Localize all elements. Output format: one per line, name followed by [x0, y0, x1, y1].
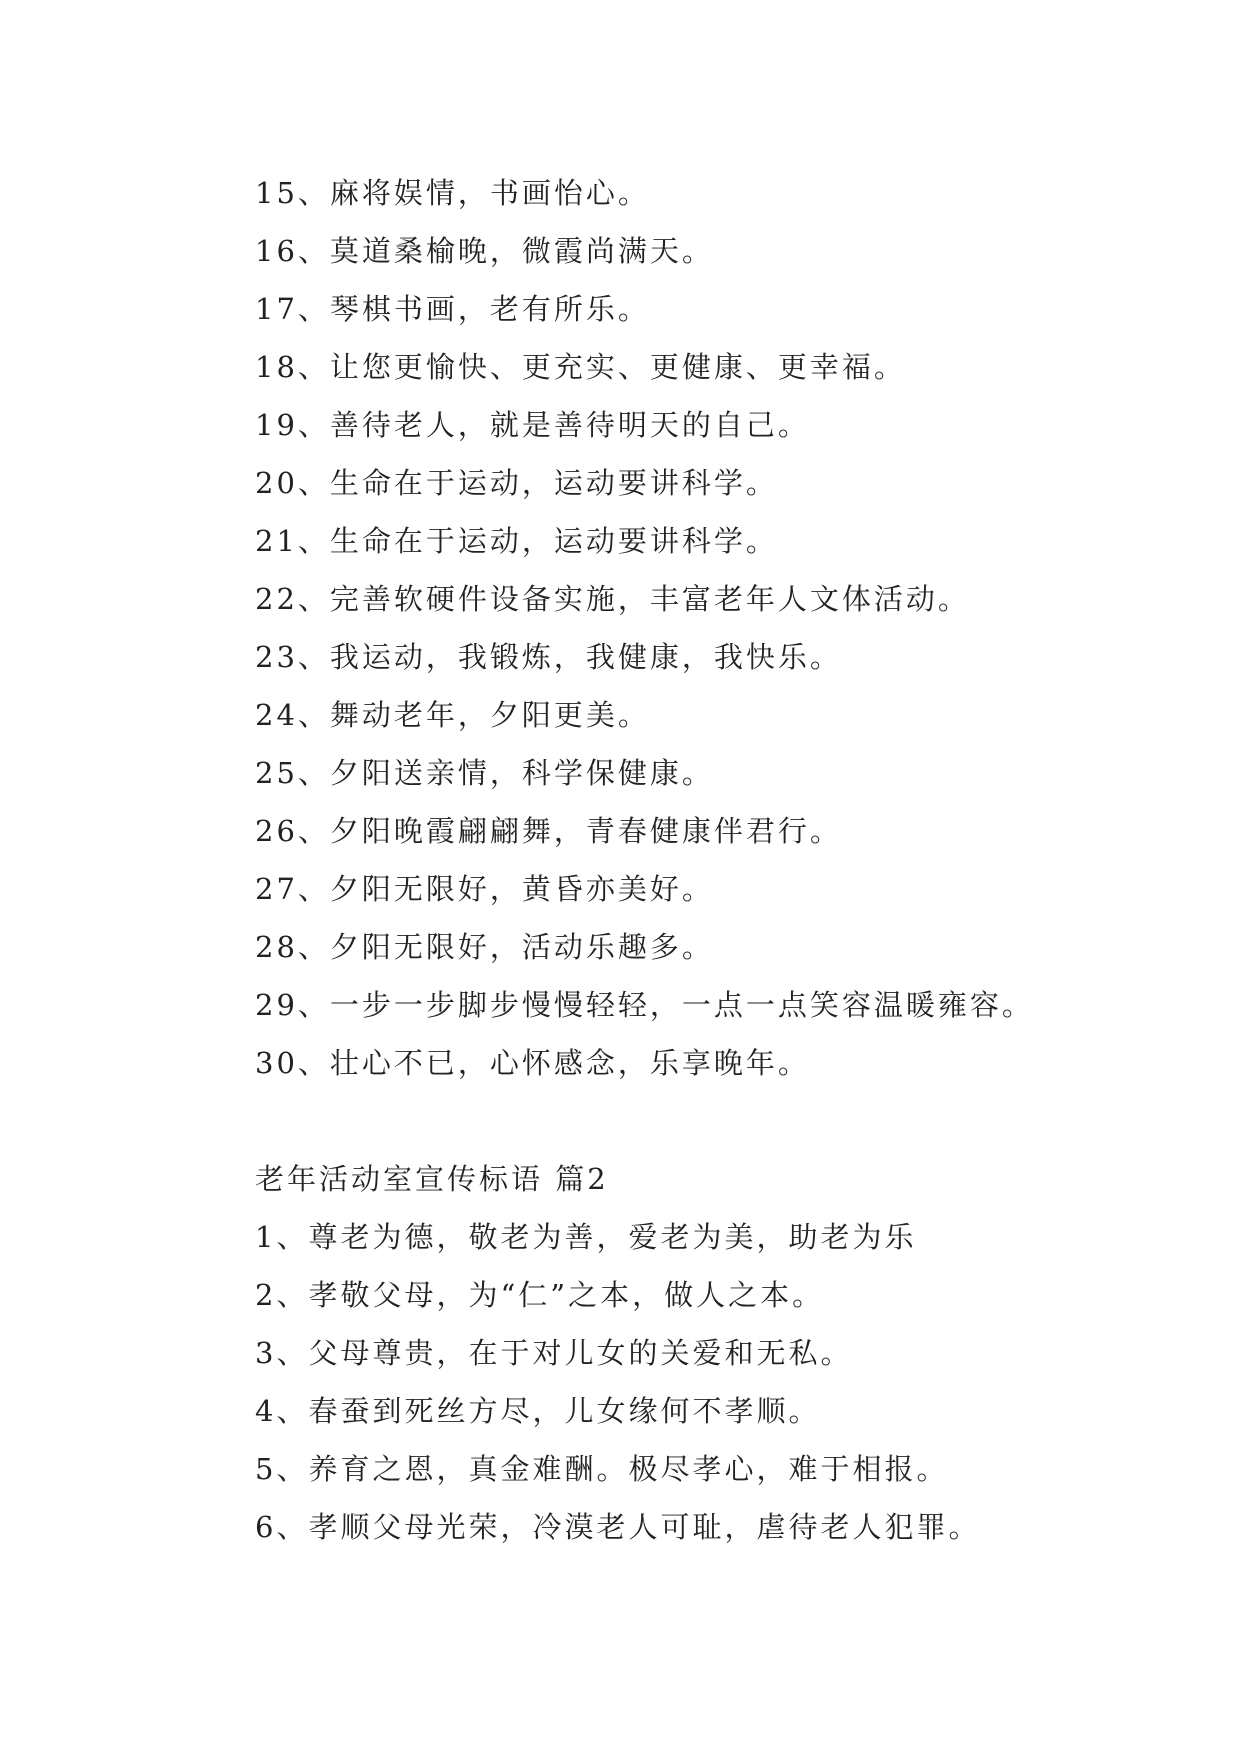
list-item: 6、孝顺父母光荣，冷漠老人可耻，虐待老人犯罪。: [255, 1510, 981, 1544]
list-item: 20、生命在于运动，运动要讲科学。: [255, 466, 778, 500]
list-item: 17、琴棋书画，老有所乐。: [255, 292, 650, 326]
list-item: 1、尊老为德，敬老为善，爱老为美，助老为乐: [255, 1220, 917, 1254]
list-item: 28、夕阳无限好，活动乐趣多。: [255, 930, 714, 964]
list-item: 5、养育之恩，真金难酬。极尽孝心，难于相报。: [255, 1452, 949, 1486]
list-item: 30、壮心不已，心怀感念，乐享晚年。: [255, 1046, 810, 1080]
list-item: 27、夕阳无限好，黄昏亦美好。: [255, 872, 714, 906]
list-item: 25、夕阳送亲情，科学保健康。: [255, 756, 714, 790]
list-item: 21、生命在于运动，运动要讲科学。: [255, 524, 778, 558]
list-item: 18、让您更愉快、更充实、更健康、更幸福。: [255, 350, 906, 384]
list-item: 16、莫道桑榆晚，微霞尚满天。: [255, 234, 714, 268]
list-item: 24、舞动老年，夕阳更美。: [255, 698, 650, 732]
list-item: 2、孝敬父母，为“仁”之本，做人之本。: [255, 1278, 825, 1312]
list-item: 19、善待老人，就是善待明天的自己。: [255, 408, 810, 442]
slogan-list-part-1: [255, 164, 1215, 1092]
list-item: 26、夕阳晚霞翩翩舞，青春健康伴君行。: [255, 814, 842, 848]
list-item: 4、春蚕到死丝方尽，儿女缘何不孝顺。: [255, 1394, 821, 1428]
list-item: 29、一步一步脚步慢慢轻轻，一点一点笑容温暖雍容。: [255, 988, 1034, 1022]
slogan-list-part-2: [255, 1208, 1215, 1556]
list-item: 15、麻将娱情，书画怡心。: [255, 176, 650, 210]
list-item: 3、父母尊贵，在于对儿女的关爱和无私。: [255, 1336, 853, 1370]
list-item: 22、完善软硬件设备实施，丰富老年人文体活动。: [255, 582, 970, 616]
list-item: 23、我运动，我锻炼，我健康，我快乐。: [255, 640, 842, 674]
section-heading: 老年活动室宣传标语 篇2: [255, 1162, 609, 1196]
